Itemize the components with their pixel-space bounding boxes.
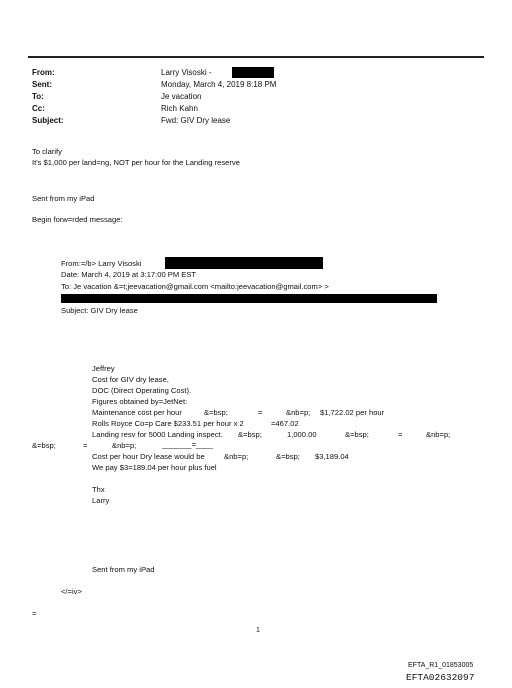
maint-eq: = [258,408,263,417]
sent-value: Monday, March 4, 2019 8:18 PM [161,80,277,89]
to-value: Je vacation [161,92,202,101]
maint-nbp: &nb=p; [286,408,311,417]
fwd-subject: Subject: GIV Dry lease [61,306,138,315]
maint-bsp: &=bsp; [204,408,228,417]
pay-line: We pay $3=189.04 per hour plus fuel [92,463,217,472]
msg-name: Larry [92,496,110,505]
eq-row-underline: _______=____ [162,440,213,449]
eq-row-nbp: &nb=p; [112,441,137,450]
eq-row-eq: = [83,441,88,450]
doc-ref-1: EFTA_R1_01853005 [408,662,474,669]
trailing-eq: = [32,609,37,618]
msg-sent-from: Sent from my iPad [92,565,155,574]
landing-eq: = [398,430,403,439]
dry-value: $3,189.04 [315,452,349,461]
subject-label: Subject: [32,116,64,125]
maint-label: Maintenance cost per hour [92,408,182,417]
landing-label: Landing resv for 5000 Landing inspect. [92,430,223,439]
cc-value: Rich Kahn [161,104,198,113]
landing-nbp: &nb=p; [426,430,451,439]
msg-line: DOC (Direct Operating Cost). [92,386,192,395]
doc-ref-2: EFTA02632097 [406,672,475,683]
from-label: From: [32,68,55,77]
msg-line: Figures obtained by=JetNet: [92,397,188,406]
body-line-1: To clarify [32,147,62,156]
bsp-left: &=bsp; [32,441,56,450]
body-sent-from: Sent from my iPad [32,194,95,203]
fwd-to: To: Je vacation &=t;jeevacation@gmail.com <mailto:jeevacation@gmail.com> > [61,282,329,291]
div-close: </=iv> [61,587,82,596]
dry-bsp: &=bsp; [276,452,300,461]
redaction-bar [61,294,437,303]
dry-nbp: &nb=p; [224,452,249,461]
redaction-bar [165,257,323,269]
msg-thx: Thx [92,485,105,494]
top-rule [28,56,484,58]
maint-value: $1,722.02 per hour [320,408,385,417]
from-value: Larry Visoski - [161,68,212,77]
fwd-date: Date: March 4, 2019 at 3:17:00 PM EST [61,270,197,279]
cc-label: Cc: [32,104,45,113]
fwd-from: From:=/b> Larry Visoski [61,259,142,268]
redaction-bar [232,67,274,78]
body-line-2: It's $1,000 per land=ng, NOT per hour for the Landing reserve [32,158,240,167]
landing-value: 1,000.00 [287,430,317,439]
body-begin-forward: Begin forw=rded message: [32,215,123,224]
sent-label: Sent: [32,80,52,89]
to-label: To: [32,92,44,101]
landing-bsp-2: &=bsp; [345,430,369,439]
rolls-value: =467.02 [271,419,299,428]
landing-bsp: &=bsp; [238,430,262,439]
rolls-label: Rolls Royce Co=p Care $233.51 per hour x 2 [92,419,244,428]
page-number: 1 [256,627,260,634]
msg-line: Jeffrey [92,364,115,373]
dry-label: Cost per hour Dry lease would be [92,452,205,461]
subject-value: Fwd: GIV Dry lease [161,116,231,125]
msg-line: Cost for GIV dry lease, [92,375,169,384]
